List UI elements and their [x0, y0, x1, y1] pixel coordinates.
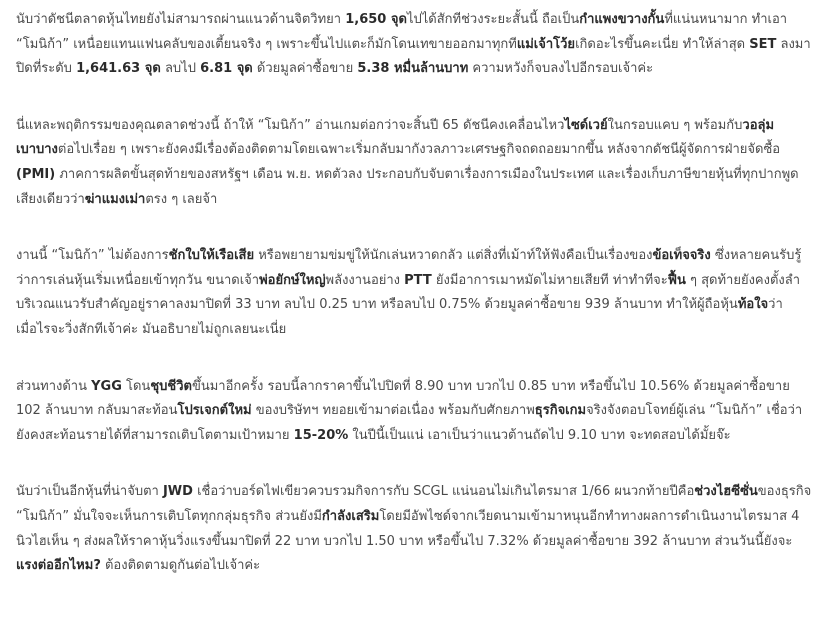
text-run: เชื่อว่าบอร์ดไฟเขียวควบรวมกิจการกับ SCGL แน่นอนไม่เกินไตรมาส 1/66 ผนวกท้ายปีคือ — [192, 484, 695, 500]
text-run: นับว่าเป็นอีกหุ้นที่น่าจับตา — [16, 484, 163, 500]
bold-phrase: แม่เจ้าโว้ย — [516, 36, 576, 52]
text-run: งานนี้ “โมนิก้า” ไม่ต้องการ — [16, 248, 169, 264]
bold-phrase: ข้อเท็จจริง — [652, 248, 711, 264]
text-run: โดยมีอัพไซด์จากเวียดนามเข้ามาหนุนอีกทำทางผลการดำเนินงานไตรมาส 4 นิวไฮเห็น ๆ ส่งผลให้ราคาหุ้นวิ่งแรงขึ้นมาปิดที่ 22 บาท บวกไป 1.50 บาท หรือขึ้นไป 7.32% ด้วยมูลค่าซื้อขาย 392 ล้านบาท ส่วนวันนี้ยังจะ — [16, 508, 800, 549]
article-body — [16, 8, 812, 611]
bold-phrase: ท้อใจ — [737, 297, 769, 313]
bold-phrase: โปรเจกต์ใหม่ — [177, 403, 252, 419]
text-run: ลงมาปิดที่ระดับ — [16, 36, 811, 77]
paragraph-5 — [16, 480, 812, 578]
bold-phrase: กำลังเสริม — [321, 508, 380, 524]
bold-phrase: PTT — [404, 272, 432, 288]
bold-phrase: ไซด์เวย์ — [564, 117, 608, 133]
text-run: ไปได้สักทีช่วงระยะสั้นนี้ ถือเป็น — [406, 12, 580, 27]
text-run: พลังงานอย่าง — [325, 272, 405, 288]
text-run: นับว่าดัชนีตลาดหุ้นไทยยังไม่สามารถผ่านแนวด้านจิตวิทยา — [16, 12, 346, 27]
bold-phrase: SET — [749, 36, 777, 52]
bold-phrase: ฆ่าแมงเม่า — [84, 191, 146, 207]
text-run: ยังมีอาการเมาหมัดไม่หายเสียที ท่าทำทีจะ — [431, 272, 668, 288]
text-run: ความหวังก็จบลงไปอีกรอบเจ้าค่ะ — [468, 61, 654, 77]
text-run: ลบไป — [160, 61, 201, 77]
bold-phrase: JWD — [162, 484, 193, 500]
bold-phrase: ฟื้น — [667, 272, 686, 288]
text-run: ว่าเมื่อไรจะวิ่งสักทีเจ้าค่ะ มันอธิบายไม่ถูกเลยนะเนี่ย — [16, 297, 783, 337]
text-run: ที่แน่นหนามาก ทำเอา “โมนิก้า” เหนื่อยแทนแฟนคลับของเตี้ยนจริง ๆ เพราะขึ้นไปแตะก็มักโดนเทขายออกมาทุกที — [16, 12, 788, 52]
bold-phrase: 15-20% — [293, 427, 349, 443]
text-run: จริงจังตอบโจทย์ผู้เล่น “โมนิก้า” เชื่อว่ายังคงสะท้อนรายได้ที่สามารถเติบโตตามเป้าหมาย — [16, 403, 803, 443]
bold-phrase: ช่วงไฮซีซั่น — [694, 484, 758, 500]
bold-phrase: ชักใบให้เรือเสีย — [168, 248, 255, 264]
paragraph-4 — [16, 375, 812, 449]
text-run: ในปีนี้เป็นแน่ เอาเป็นว่าแนวต้านถัดไป 9.10 บาท จะทดสอบได้มั้ยจ๊ะ — [348, 427, 731, 443]
bold-phrase: ธุรกิจเกม — [534, 403, 587, 419]
bold-phrase: 5.38 หมื่นล้านบาท — [357, 61, 469, 77]
text-run: ตรง ๆ เลยจ้า — [145, 191, 218, 207]
paragraph-1 — [16, 8, 812, 82]
bold-phrase: พ่อยักษ์ใหญ่ — [259, 272, 326, 288]
text-run: ภาคการผลิตขั้นสุดท้ายของสหรัฐฯ เดือน พ.ย. หดตัวลง ประกอบกับจับตาเรื่องการเมืองในประเทศ และเรื่องเก็บภาษีขายหุ้นที่ทุกปากพูดเสียงเดียวว่า — [16, 166, 799, 207]
bold-phrase: วอลุ่มเบาบาง — [16, 117, 775, 158]
text-run: โดน — [121, 378, 151, 394]
bold-phrase: แรงต่ออีกไหม? — [16, 558, 101, 574]
bold-phrase: 6.81 จุด — [200, 61, 253, 77]
text-run: ซึ่งหลายคนรับรู้ว่าการเล่นหุ้นเริ่มเหนื่อยเข้าทุกวัน ขนาดเจ้า — [16, 248, 802, 288]
text-run: ด้วยมูลค่าซื้อขาย — [252, 61, 358, 77]
text-run: ต่อไปเรื่อย ๆ เพราะยังคงมีเรื่องต้องติดตามโดยเฉพาะเริ่มกลับมากังวลภาวะเศรษฐกิจถดถอยมากขึ้น หลังจากดัชนีผู้จัดการฝ่ายจัดซื้อ — [57, 142, 781, 158]
text-run: ต้องติดตามดูกันต่อไปเจ้าค่ะ — [100, 558, 261, 574]
text-run: หรือพยายามข่มขู่ให้นักเล่นหวาดกลัว แต่สิ่งที่เม้าท์ให้ฟังคือเป็นเรื่องของ — [254, 248, 653, 264]
text-run: ในกรอบแคบ ๆ พร้อมกับ — [607, 117, 743, 133]
bold-phrase: YGG — [91, 378, 122, 394]
text-run: นี่แหละพฤติกรรมของคุณตลาดช่วงนี้ ถ้าให้ “โมนิก้า” อ่านเกมต่อกว่าจะสิ้นปี 65 ดัชนีคงเคลื่อนไหว — [16, 117, 565, 133]
text-run: ของบริษัทฯ ทยอยเข้ามาต่อเนื่อง พร้อมกับศักยภาพ — [251, 403, 535, 419]
text-run: ของธุรกิจ “โมนิก้า” มั่นใจจะเห็นการเติบโตทุกกลุ่มธุรกิจ ส่วนยังมี — [16, 484, 812, 524]
paragraph-3 — [16, 244, 812, 342]
bold-phrase: 1,650 จุด — [345, 12, 407, 27]
text-run: ๆ สุดท้ายยังคงตั้งลำบริเวณแนวรับสำคัญอยู่ราคาลงมาปิดที่ 33 บาท ลบไป 0.25 บาท หรือลบไป 0.75% ด้วยมูลค่าซื้อขาย 939 ล้านบาท ทำให้ผู้ถือหุ้น — [16, 272, 801, 313]
bold-phrase: (PMI) — [16, 166, 56, 182]
bold-phrase: ชุบชีวิต — [150, 378, 192, 394]
text-run: เกิดอะไรขึ้นคะเนี่ย ทำให้ล่าสุด — [575, 36, 750, 52]
bold-phrase: 1,641.63 จุด — [76, 61, 161, 77]
text-run: ส่วนทางด้าน — [16, 378, 92, 394]
paragraph-2 — [16, 114, 812, 212]
bold-phrase: กำแพงขวางกั้น — [579, 12, 665, 27]
text-run: ขึ้นมาอีกครั้ง รอบนี้ลากราคาขึ้นไปปิดที่ 8.90 บาท บวกไป 0.85 บาท หรือขึ้นไป 10.56% ด้วยมูลค่าซื้อขาย 102 ล้านบาท กลับมาสะท้อน — [16, 378, 790, 419]
